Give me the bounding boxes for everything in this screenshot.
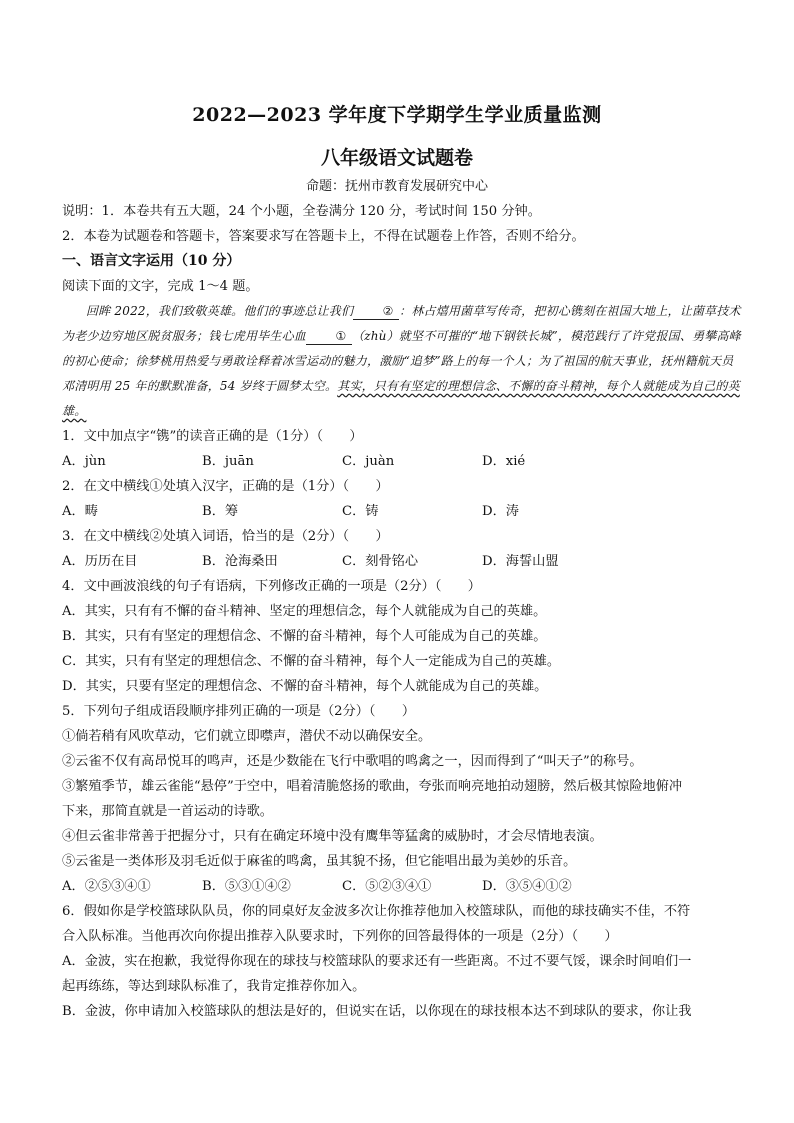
q5-options <box>62 874 742 899</box>
q5-option-c: C．⑤②③④① <box>342 879 432 894</box>
q6-option-b: B．金波，你申请加入校篮球队的想法是好的，但说实在话，以你现在的球技根本达不到球队的要求，你让我 <box>62 1004 692 1019</box>
q5-sentence-4: ④但云雀非常善于把握分寸，只有在确定环境中没有鹰隼等猛禽的威胁时，才会尽情地表演。 <box>62 829 603 844</box>
q6-stem-cont: 合入队标准。当他再次向你提出推荐入队要求时，下列你的回答最得体的一项是（2分）（ ） <box>62 929 618 944</box>
q4-stem: 4．文中画波浪线的句子有语病，下列修改正确的一项是（2分）（ ） <box>62 579 481 594</box>
exam-author: 命题：抚州市教育发展研究中心 <box>305 179 488 194</box>
q1-option-a: A．jùn <box>62 454 106 469</box>
q4-option-d: D．其实，只要有坚定的理想信念、不懈的奋斗精神，每个人就能成为自己的英雄。 <box>62 679 548 694</box>
q2-option-c: C．铸 <box>342 504 379 519</box>
q5-sentence-3-cont: 下来，那简直就是一首运动的诗歌。 <box>62 804 273 819</box>
q3-option-a: A．历历在目 <box>62 554 138 569</box>
q2-option-b: B．筹 <box>202 504 239 519</box>
passage-part-3: （zhù）就坚不可摧的“地下钢铁长城”，模范践行了许党报国、勇攀高峰的初心使命；徐梦桃用热爱与勇敢诠释着冰雪运动的魅力，激励“追梦”路上的每一个人；为了祖国的航天事业，抚州籍航天员邓清明用 25 年的默默准备，54 岁终于圆梦太空。 <box>62 329 741 393</box>
section-intro: 阅读下面的文字，完成 1～4 题。 <box>62 279 259 294</box>
q5-option-d: D．③⑤④①② <box>482 879 572 894</box>
q4-option-b: B．其实，只有有坚定的理想信念、不懈的奋斗精神，每个人可能成为自己的英雄。 <box>62 629 547 644</box>
q3-option-d: D．海誓山盟 <box>482 554 559 569</box>
q5-sentence-5: ⑤云雀是一类体形及羽毛近似于麻雀的鸣禽，虽其貌不扬，但它能唱出最为美妙的乐音。 <box>62 854 577 869</box>
passage-part-1: 回眸 2022，我们致敬英雄。他们的事迹总让我们 <box>86 304 354 318</box>
q3-option-c: C．刻骨铭心 <box>342 554 419 569</box>
q4-option-c: C．其实，只有有坚定的理想信念、不懈的奋斗精神，每个人一定能成为自己的英雄。 <box>62 654 561 669</box>
q2-option-d: D．涛 <box>482 504 519 519</box>
exam-subtitle: 八年级语文试题卷 <box>320 147 473 169</box>
q2-options <box>62 499 742 524</box>
q1-option-c: C．juàn <box>342 454 395 469</box>
q4-option-a: A．其实，只有有不懈的奋斗精神、坚定的理想信念，每个人就能成为自己的英雄。 <box>62 604 547 619</box>
note-1: 说明：1．本卷共有五大题，24 个小题，全卷满分 120 分，考试时间 150 分钟。 <box>62 204 541 219</box>
q5-option-a: A．②⑤③④① <box>62 879 151 894</box>
q5-option-b: B．⑤③①④② <box>202 879 291 894</box>
q1-option-b: B．juān <box>202 454 254 469</box>
reading-passage <box>62 299 742 424</box>
exam-content <box>62 199 742 1024</box>
q6-option-a-cont: 起再练练，等达到球队标准了，我肯定推荐你加入。 <box>62 979 366 994</box>
q1-option-d: D．xié <box>482 454 526 469</box>
q3-stem: 3．在文中横线②处填入词语，恰当的是（2分）（ ） <box>62 529 389 544</box>
q2-option-a: A．畴 <box>62 504 98 519</box>
section-heading: 一、语言文字运用（10 分） <box>62 253 241 269</box>
blank-2: ② <box>353 303 399 320</box>
q6-stem: 6．假如你是学校篮球队队员，你的同桌好友金波多次让你推荐他加入校篮球队，而他的球技确实不佳，不符 <box>62 904 691 919</box>
exam-title: 2022—2023 学年度下学期学生学业质量监测 <box>192 104 602 126</box>
wavy-underlined-sentence: 其实，只有有坚定的理想信念、不懈的奋斗精神，每个人就能成为自己的英雄。 <box>62 379 740 418</box>
passage-part-2: ：林占熺用菌草写传奇，把初心镌刻在祖国大地上，让菌草技术为老少边穷地区脱贫服务；钱七虎用毕生心血 <box>62 304 741 343</box>
q5-stem: 5．下列句子组成语段顺序排列正确的一项是（2分）（ ） <box>62 704 416 719</box>
q1-stem: 1．文中加点字“镌”的读音正确的是（1分）（ ） <box>62 429 363 444</box>
q5-sentence-2: ②云雀不仅有高昂悦耳的鸣声，还是少数能在飞行中歌唱的鸣禽之一，因而得到了“叫天子”的称号。 <box>62 754 643 769</box>
q5-sentence-3: ③繁殖季节，雄云雀能“悬停”于空中，唱着清脆悠扬的歌曲，夸张而响亮地拍动翅膀，然后极其惊险地俯冲 <box>62 779 683 794</box>
q2-stem: 2．在文中横线①处填入汉字，正确的是（1分）（ ） <box>62 479 389 494</box>
q5-sentence-1: ①倘若稍有风吹草动，它们就立即噤声，潜伏不动以确保安全。 <box>62 729 432 744</box>
blank-1: ① <box>306 328 352 345</box>
q3-options <box>62 549 742 574</box>
note-2: 2．本卷为试题卷和答题卡，答案要求写在答题卡上，不得在试题卷上作答，否则不给分。 <box>62 229 585 244</box>
q6-option-a: A．金波，实在抱歉，我觉得你现在的球技与校篮球队的要求还有一些距离。不过不要气馁，课余时间咱们一 <box>62 954 692 969</box>
q3-option-b: B．沧海桑田 <box>202 554 278 569</box>
q1-options <box>62 449 742 474</box>
